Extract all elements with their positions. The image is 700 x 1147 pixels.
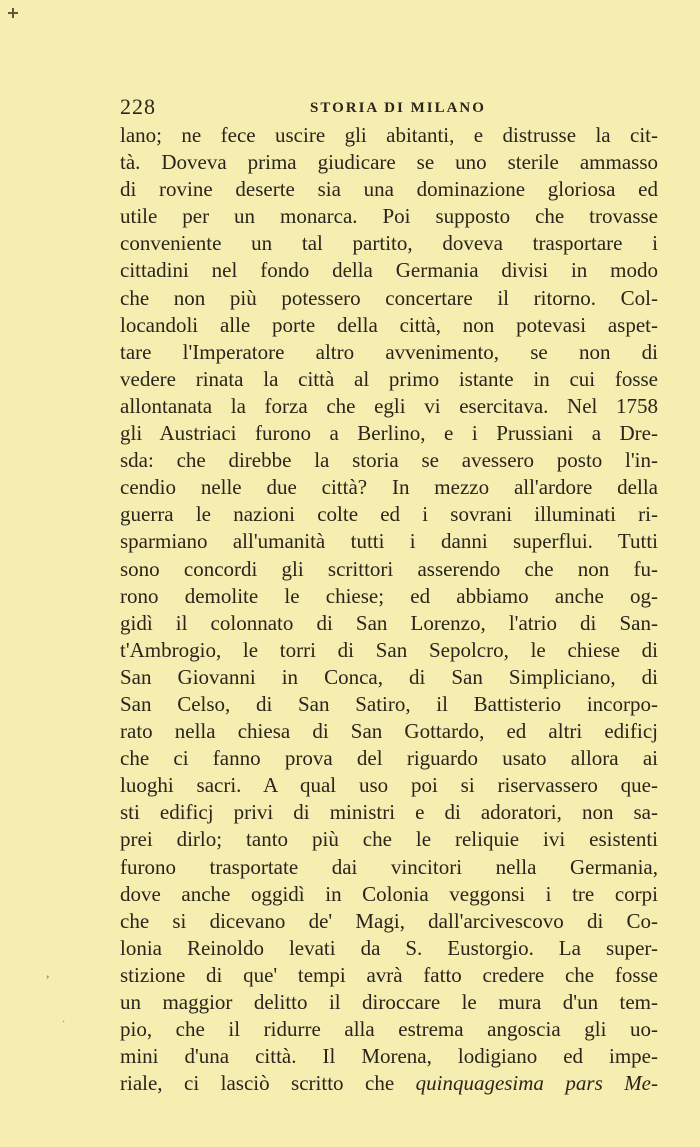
text-line: vedere rinata la città al primo istante in cui fosse	[120, 366, 658, 391]
text-line: luoghi sacri. A qual uso poi si riservassero que-	[120, 773, 658, 798]
text-line: di rovine deserte sia una dominazione gloriosa ed	[120, 177, 658, 202]
running-head: STORIA DI MILANO	[310, 100, 486, 116]
text-line: lano; ne fece uscire gli abitanti, e distrusse la cit-	[120, 123, 658, 147]
text-line: prei dirlo; tanto più che le reliquie ivi esistenti	[120, 827, 658, 852]
text-line: sda: che direbbe la storia se avessero posto l'in-	[120, 448, 658, 473]
text-line: che ci fanno prova del riguardo usato allora ai	[120, 746, 658, 771]
text-line: tare l'Imperatore altro avvenimento, se non di	[120, 339, 658, 364]
text-line: stizione di que' tempi avrà fatto credere che fosse	[120, 962, 658, 987]
text-line: utile per un monarca. Poi supposto che trovasse	[120, 204, 658, 229]
corner-registration-mark	[8, 8, 18, 18]
text-line: cittadini nel fondo della Germania divisi in modo	[120, 258, 658, 283]
page-header	[120, 94, 658, 124]
text-line: gidì il colonnato di San Lorenzo, l'atrio di San-	[120, 610, 658, 635]
text-line: rato nella chiesa di San Gottardo, ed altri edificj	[120, 719, 658, 744]
text-line: conveniente un tal partito, doveva trasportare i	[120, 231, 658, 256]
margin-speck: ,	[46, 966, 50, 981]
text-line: allontanata la forza che egli vi esercitava. Nel 1758	[120, 393, 658, 418]
text-line: pio, che il ridurre alla estrema angoscia gli uo-	[120, 1017, 658, 1042]
text-line: furono trasportate dai vincitori nella Germania,	[120, 854, 658, 879]
text-line: gli Austriaci furono a Berlino, e i Prussiani a Dre-	[120, 421, 658, 446]
text-line-last-prefix: riale, ci lasciò scritto che	[120, 1071, 416, 1096]
text-line: mini d'una città. Il Morena, lodigiano ed impe-	[120, 1044, 658, 1069]
text-line: sti edificj privi di ministri e di adoratori, non sa-	[120, 800, 658, 825]
margin-speck: ·	[62, 1017, 66, 1028]
text-line: cendio nelle due città? In mezzo all'ardore della	[120, 475, 658, 500]
text-line-last-italic: quinquagesima pars Me-	[415, 1071, 658, 1096]
page-number: 228	[120, 94, 156, 119]
text-line: sparmiano all'umanità tutti i danni superflui. Tutti	[120, 529, 658, 554]
text-line: che non più potessero concertare il ritorno. Col-	[120, 285, 658, 310]
text-line: guerra le nazioni colte ed i sovrani illuminati ri-	[120, 502, 658, 527]
text-line: lonia Reinoldo levati da S. Eustorgio. La super-	[120, 935, 658, 960]
text-line: che si dicevano de' Magi, dall'arcivescovo di Co-	[120, 908, 658, 933]
text-line: locandoli alle porte della città, non potevasi aspet-	[120, 312, 658, 337]
text-line-last	[120, 1070, 658, 1097]
text-line: San Giovanni in Conca, di San Simpliciano, di	[120, 664, 658, 689]
body-text	[120, 122, 658, 1097]
text-line: dove anche oggidì in Colonia veggonsi i tre corpi	[120, 881, 658, 906]
text-line: rono demolite le chiese; ed abbiamo anche og-	[120, 583, 658, 608]
text-line: San Celso, di San Satiro, il Battisterio incorpo-	[120, 691, 658, 716]
text-line: tà. Doveva prima giudicare se uno sterile ammasso	[120, 150, 658, 175]
text-line: sono concordi gli scrittori asserendo che non fu-	[120, 556, 658, 581]
text-line: t'Ambrogio, le torri di San Sepolcro, le chiese di	[120, 637, 658, 662]
text-line: un maggior delitto il diroccare le mura d'un tem-	[120, 990, 658, 1014]
